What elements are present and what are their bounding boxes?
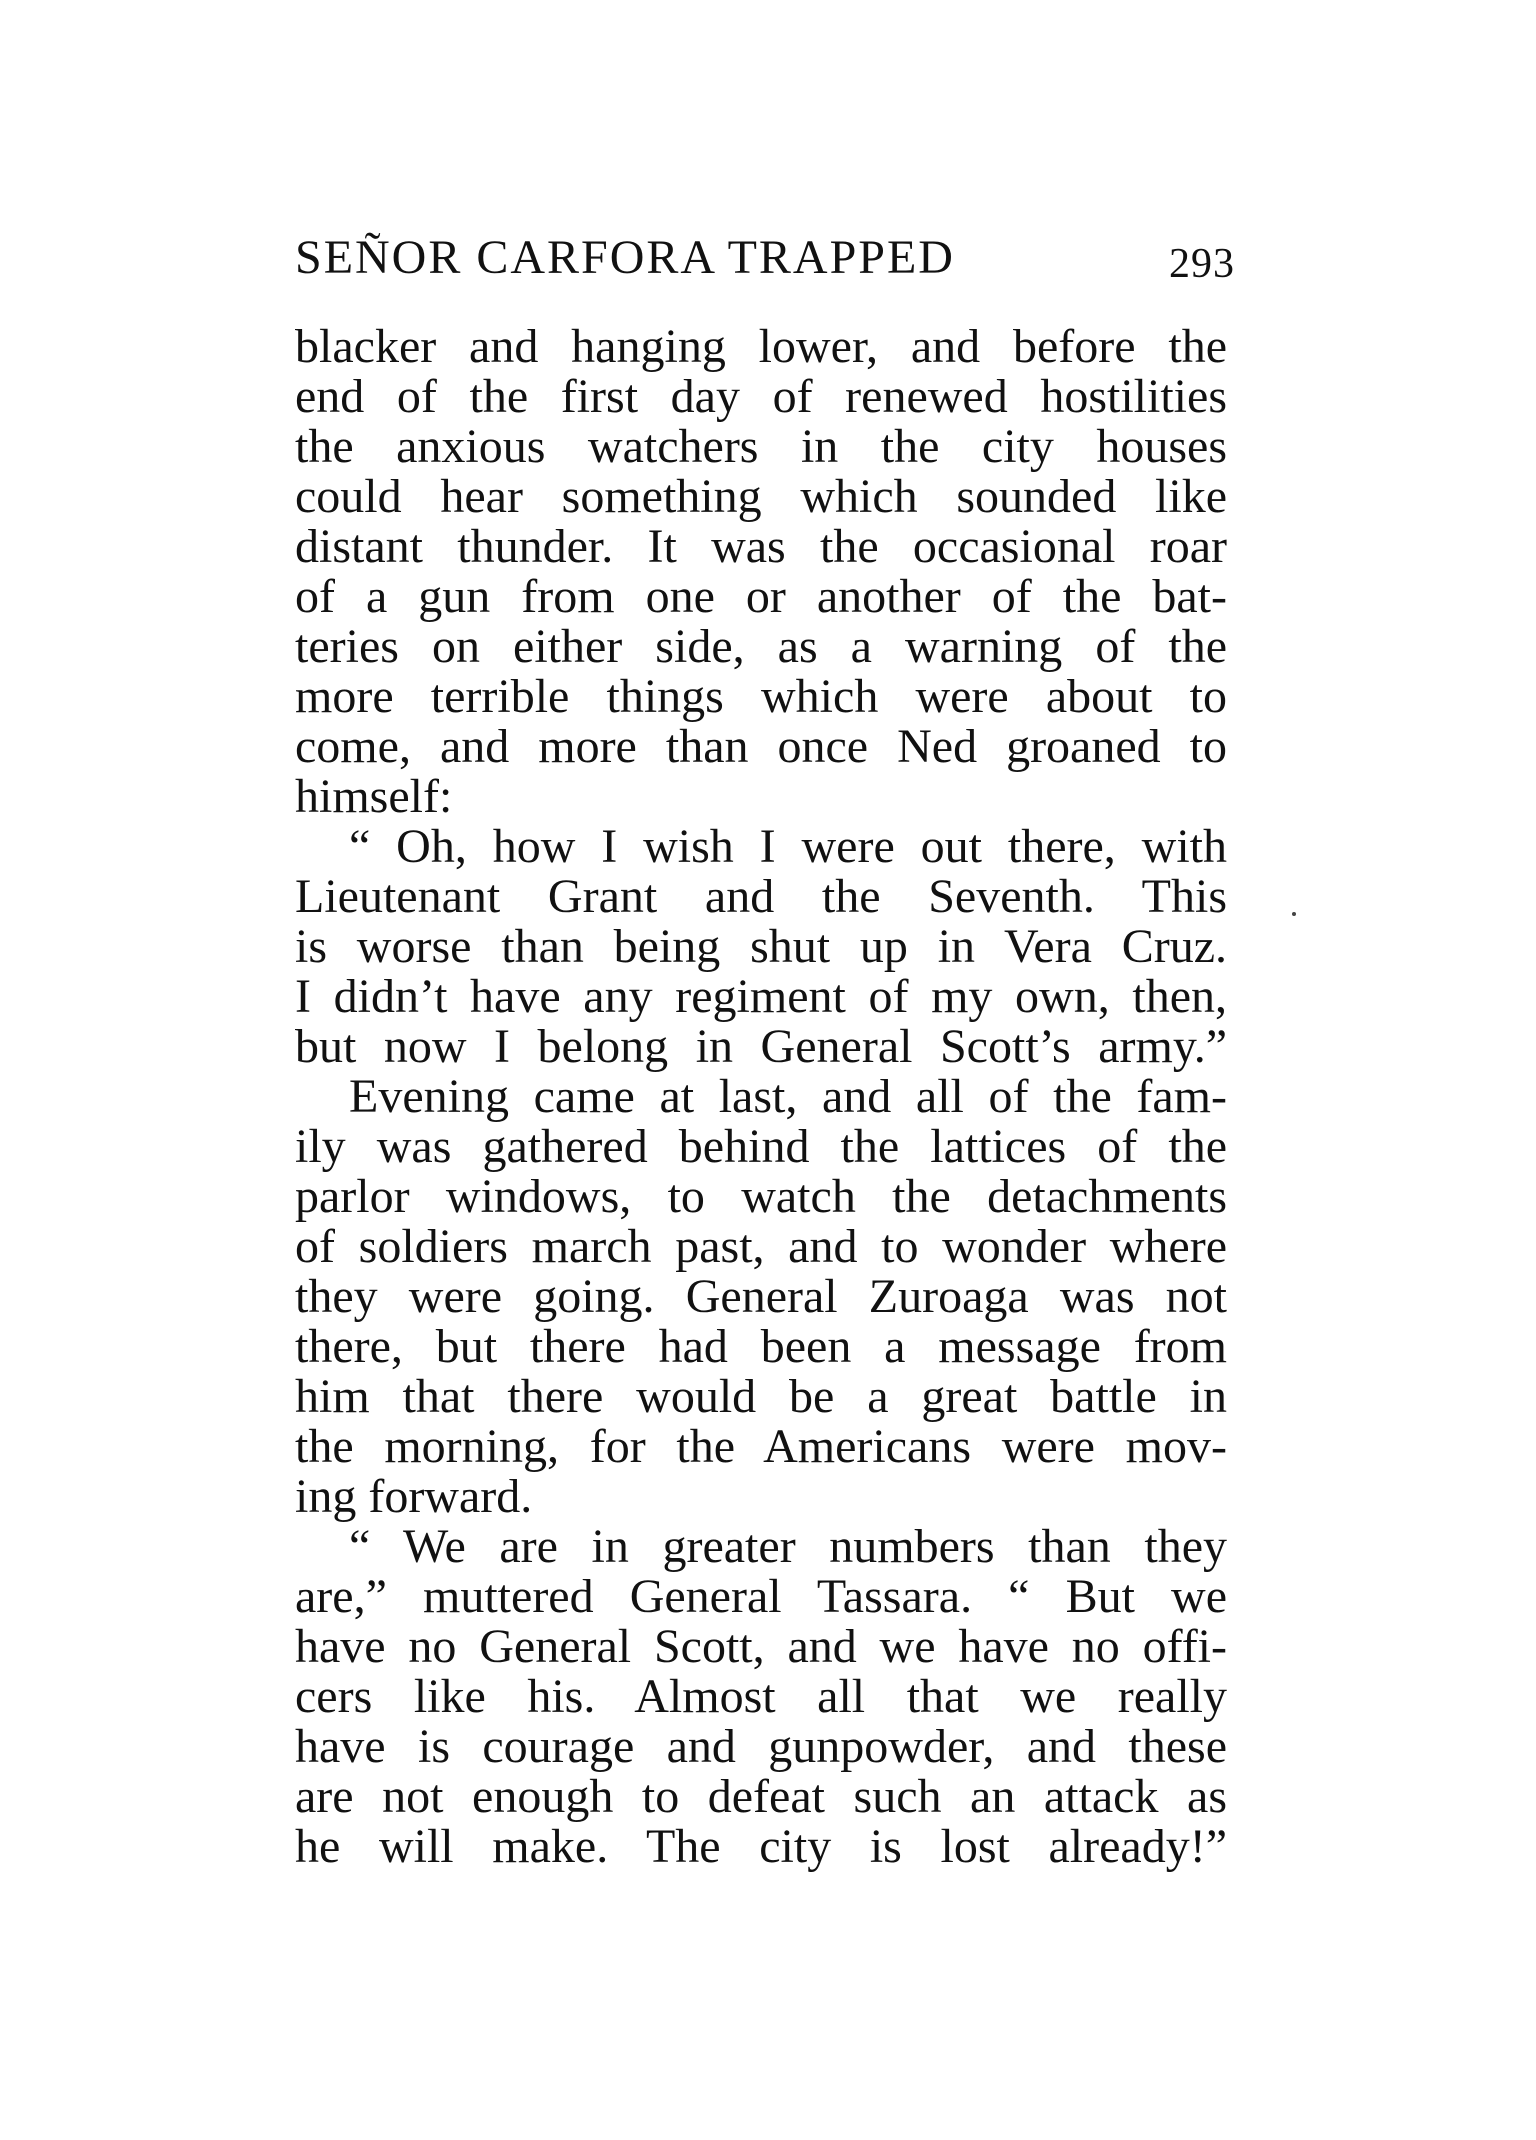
text-line: “ Oh, how I wish I were out there, with	[349, 820, 1227, 873]
text-line: is worse than being shut up in Vera Cruz.	[295, 920, 1227, 973]
text-line: him that there would be a great battle in	[295, 1370, 1227, 1423]
text-line: blacker and hanging lower, and before the	[295, 320, 1227, 373]
text-line: the anxious watchers in the city houses	[295, 420, 1227, 473]
text-line: end of the first day of renewed hostilities	[295, 370, 1227, 423]
text-line: Evening came at last, and all of the fam-	[349, 1070, 1227, 1123]
text-line: ing forward.	[295, 1470, 533, 1523]
page-number: 293	[1169, 241, 1235, 287]
running-title: SEÑOR CARFORA TRAPPED	[295, 231, 955, 284]
text-line: of soldiers march past, and to wonder where	[295, 1220, 1227, 1273]
text-line: distant thunder. It was the occasional roar	[295, 520, 1227, 573]
text-line: have is courage and gunpowder, and these	[295, 1720, 1227, 1773]
running-head	[295, 228, 1235, 288]
text-line: cers like his. Almost all that we really	[295, 1670, 1227, 1723]
text-line: parlor windows, to watch the detachments	[295, 1170, 1227, 1223]
text-line: but now I belong in General Scott’s army.”	[295, 1020, 1227, 1073]
text-line: himself:	[295, 770, 453, 823]
text-line: the morning, for the Americans were mov-	[295, 1420, 1227, 1473]
text-line: I didn’t have any regiment of my own, then,	[295, 970, 1227, 1023]
text-line: could hear something which sounded like	[295, 470, 1227, 523]
text-line: of a gun from one or another of the bat-	[295, 570, 1227, 623]
text-line: ily was gathered behind the lattices of the	[295, 1120, 1227, 1173]
text-line: more terrible things which were about to	[295, 670, 1227, 723]
text-line: have no General Scott, and we have no offi-	[295, 1620, 1227, 1673]
text-line: are not enough to defeat such an attack as	[295, 1770, 1227, 1823]
text-line: are,” muttered General Tassara. “ But we	[295, 1570, 1227, 1623]
text-line: teries on either side, as a warning of the	[295, 620, 1227, 673]
text-line: come, and more than once Ned groaned to	[295, 720, 1227, 773]
body-text	[295, 322, 1227, 1872]
text-line: “ We are in greater numbers than they	[349, 1520, 1227, 1573]
text-line: Lieutenant Grant and the Seventh. This	[295, 870, 1227, 923]
text-line: there, but there had been a message from	[295, 1320, 1227, 1373]
text-line: he will make. The city is lost already!”	[295, 1820, 1227, 1873]
ink-speck	[1292, 912, 1296, 916]
text-line: they were going. General Zuroaga was not	[295, 1270, 1227, 1323]
